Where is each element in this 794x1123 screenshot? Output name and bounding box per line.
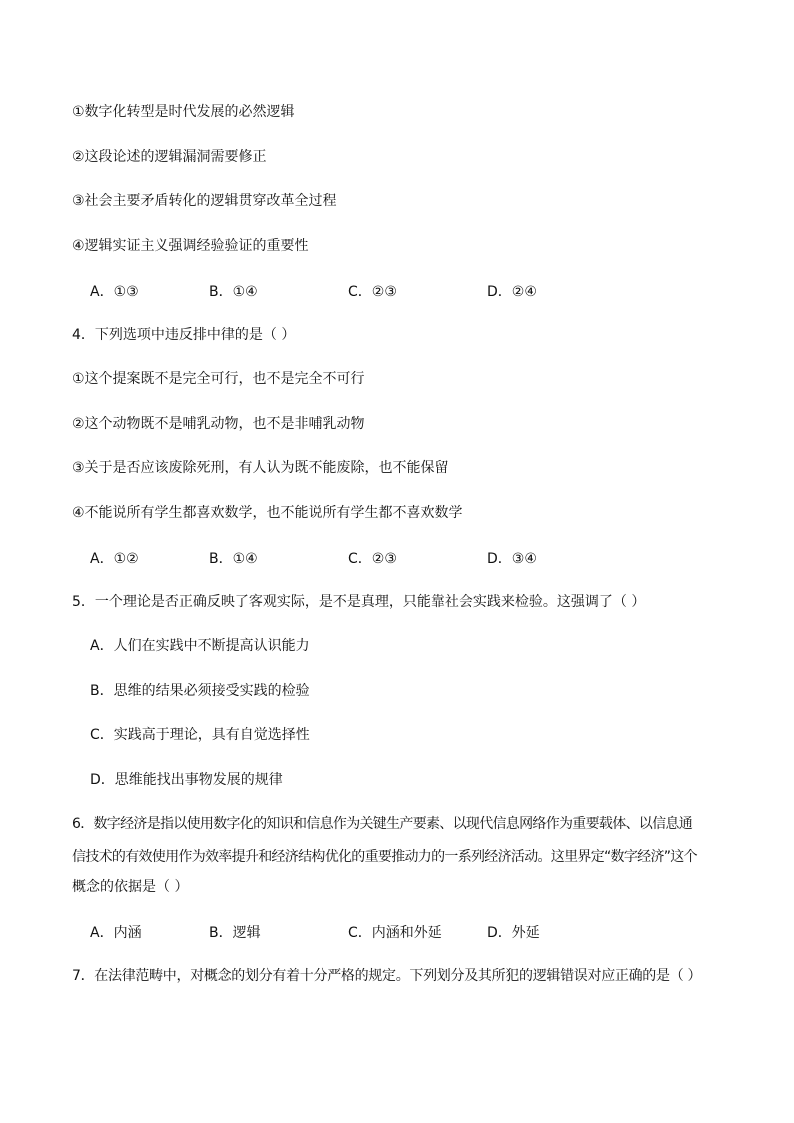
q6-option-c[interactable]: C．内涵和外延 <box>348 925 442 941</box>
q6-stem-line-3: 概念的依据是（ ） <box>72 879 189 895</box>
q4-statement-3: ③关于是否应该废除死刑，有人认为既不能废除，也不能保留 <box>72 460 449 476</box>
q3-option-b[interactable]: B．①④ <box>209 284 258 300</box>
q3-option-a[interactable]: A．①③ <box>90 284 139 300</box>
q6-option-d[interactable]: D．外延 <box>487 925 540 941</box>
q5-option-a[interactable]: A．人们在实践中不断提高认识能力 <box>90 638 310 654</box>
q5-stem: 5．一个理论是否正确反映了客观实际，是不是真理，只能靠社会实践来检验。这强调了（ ） <box>72 594 646 610</box>
q6-stem-line-1: 6．数字经济是指以使用数字化的知识和信息作为关键生产要素、以现代信息网络作为重要载体、以信息通 <box>72 816 693 832</box>
q3-statement-1: ①数字化转型是时代发展的必然逻辑 <box>72 104 295 120</box>
q3-option-d[interactable]: D．②④ <box>487 284 537 300</box>
q3-option-c[interactable]: C．②③ <box>348 284 397 300</box>
q6-option-b[interactable]: B．逻辑 <box>209 925 261 941</box>
q7-stem: 7．在法律范畴中，对概念的划分有着十分严格的规定。下列划分及其所犯的逻辑错误对应正确的是（ ） <box>72 968 702 984</box>
q3-statement-4: ④逻辑实证主义强调经验验证的重要性 <box>72 238 309 254</box>
q6-stem-line-2: 信技术的有效使用作为效率提升和经济结构优化的重要推动力的一系列经济活动。这里界定“数字经济”这个 <box>72 849 697 865</box>
q4-statement-4: ④不能说所有学生都喜欢数学，也不能说所有学生都不喜欢数学 <box>72 505 463 521</box>
q4-statement-1: ①这个提案既不是完全可行，也不是完全不可行 <box>72 371 365 387</box>
q4-option-c[interactable]: C．②③ <box>348 551 397 567</box>
q5-option-b[interactable]: B．思维的结果必须接受实践的检验 <box>90 683 310 699</box>
q4-option-a[interactable]: A．①② <box>90 551 139 567</box>
q4-option-b[interactable]: B．①④ <box>209 551 258 567</box>
q4-option-d[interactable]: D．③④ <box>487 551 537 567</box>
q5-option-d[interactable]: D．思维能找出事物发展的规律 <box>90 772 283 788</box>
q4-statement-2: ②这个动物既不是哺乳动物，也不是非哺乳动物 <box>72 416 365 432</box>
q3-statement-2: ②这段论述的逻辑漏洞需要修正 <box>72 149 267 165</box>
q6-option-a[interactable]: A．内涵 <box>90 925 142 941</box>
q3-statement-3: ③社会主要矛盾转化的逻辑贯穿改革全过程 <box>72 193 337 209</box>
q5-option-c[interactable]: C．实践高于理论，具有自觉选择性 <box>90 727 310 743</box>
q4-stem: 4．下列选项中违反排中律的是（ ） <box>72 327 296 343</box>
